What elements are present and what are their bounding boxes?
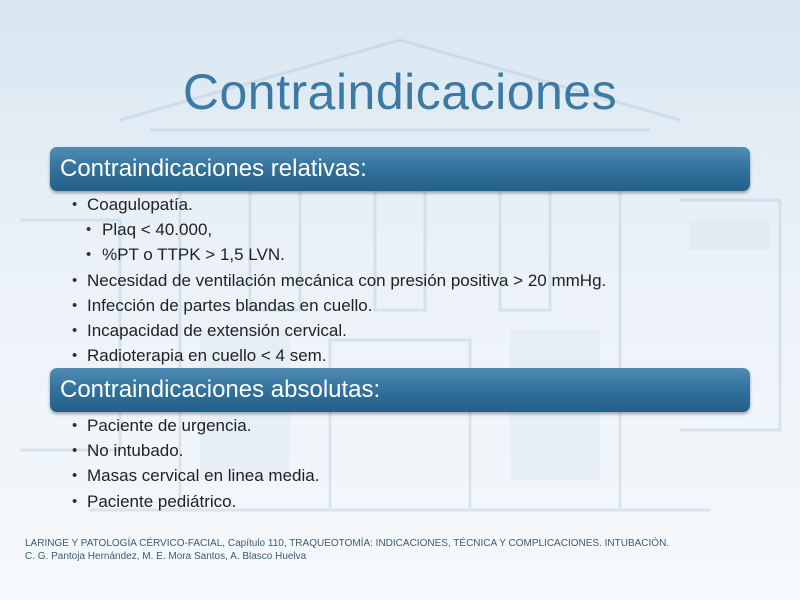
citation-footer — [25, 537, 785, 563]
section-header-relative: Contraindicaciones relativas: — [50, 147, 750, 191]
relative-contraindications-list — [70, 192, 606, 368]
section-header-absolute: Contraindicaciones absolutas: — [50, 368, 750, 412]
list-item: • Radioterapia en cuello < 4 sem. — [70, 343, 606, 368]
list-item: • Incapacidad de extensión cervical. — [70, 318, 606, 343]
list-item: • No intubado. — [70, 438, 319, 463]
list-subitem: • %PT o TTPK > 1,5 LVN. — [70, 242, 606, 267]
citation-line-2: C. G. Pantoja Hernández, M. E. Mora Santos, A. Blasco Huelva — [25, 551, 307, 562]
absolute-contraindications-list — [70, 413, 319, 514]
list-item: • Coagulopatía. — [70, 192, 606, 217]
citation-line-1: LARINGE Y PATOLOGÍA CÉRVICO-FACIAL, Capítulo 110, TRAQUEOTOMÍA: INDICACIONES, TÉCNICA Y COMPLICACIONES. INTUBACIÓN. — [25, 538, 670, 549]
slide-title: Contraindicaciones — [182, 64, 618, 120]
list-item: • Masas cervical en linea media. — [70, 463, 319, 488]
list-item: • Paciente de urgencia. — [70, 413, 319, 438]
list-subitem: • Plaq < 40.000, — [70, 217, 606, 242]
list-item: • Necesidad de ventilación mecánica con presión positiva > 20 mmHg. — [70, 268, 606, 293]
list-item: • Paciente pediátrico. — [70, 489, 319, 514]
list-item: • Infección de partes blandas en cuello. — [70, 293, 606, 318]
